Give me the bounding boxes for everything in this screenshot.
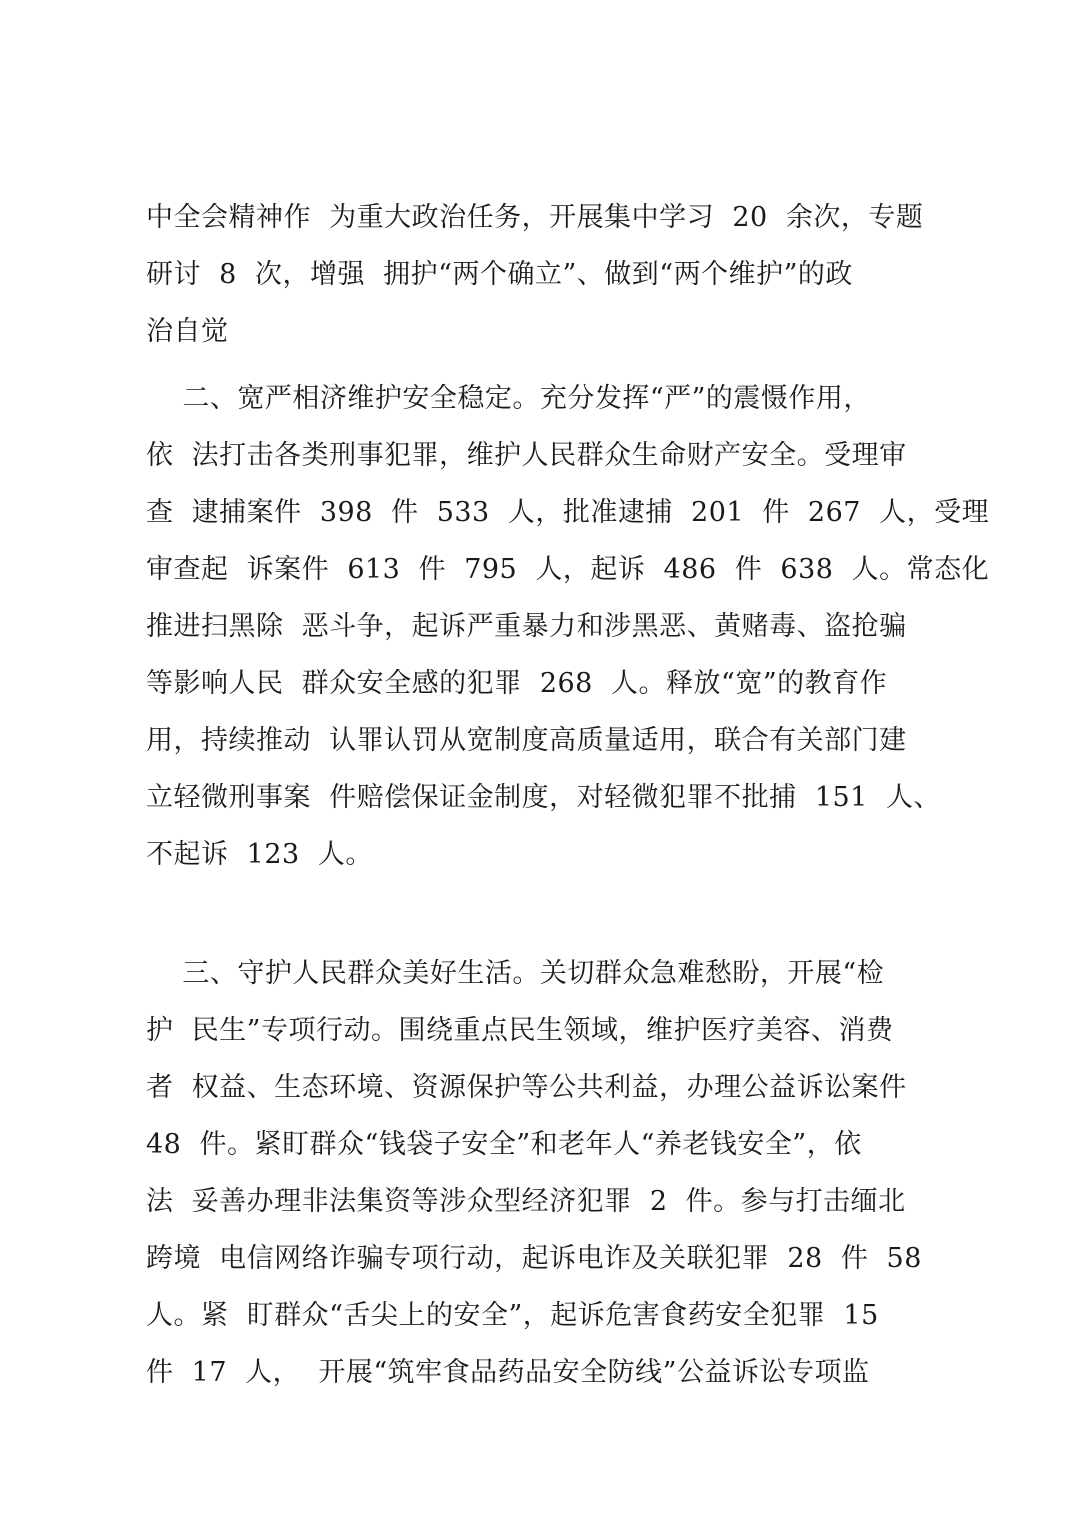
- text-line: 中全会精神作 为重大政治任务，开展集中学习 20 余次，专题: [146, 202, 924, 233]
- text-line: 三、守护人民群众美好生活。关切群众急难愁盼，开展“检: [146, 958, 885, 989]
- text-line: 48 件。紧盯群众“钱袋子安全”和老年人“养老钱安全”，依: [146, 1129, 862, 1160]
- text-line: 研讨 8 次，增强 拥护“两个确立”、做到“两个维护”的政: [146, 259, 853, 290]
- text-line: 依 法打击各类刑事犯罪，维护人民群众生命财产安全。受理审: [146, 440, 907, 471]
- text-line: 查 逮捕案件 398 件 533 人，批准逮捕 201 件 267 人，受理: [146, 497, 990, 528]
- text-line: 法 妥善办理非法集资等涉众型经济犯罪 2 件。参与打击缅北: [146, 1186, 906, 1217]
- text-line: 不起诉 123 人。: [146, 839, 373, 870]
- text-line: 者 权益、生态环境、资源保护等公共利益，办理公益诉讼案件: [146, 1072, 907, 1103]
- text-line: 立轻微刑事案 件赔偿保证金制度，对轻微犯罪不批捕 151 人、: [146, 782, 942, 813]
- paragraph-1-continuation: [146, 189, 946, 360]
- text-line: 人。紧 盯群众“舌尖上的安全”，起诉危害食药安全犯罪 15: [146, 1300, 879, 1331]
- text-line: 件 17 人， 开展“筑牢食品药品安全防线”公益诉讼专项监: [146, 1357, 870, 1388]
- text-line: 推进扫黑除 恶斗争，起诉严重暴力和涉黑恶、黄赌毒、盗抢骗: [146, 611, 907, 642]
- text-line: 跨境 电信网络诈骗专项行动，起诉电诈及关联犯罪 28 件 58: [146, 1243, 922, 1274]
- text-line: 用，持续推动 认罪认罚从宽制度高质量适用，联合有关部门建: [146, 725, 907, 756]
- text-line: 护 民生”专项行动。围绕重点民生领域，维护医疗美容、消费: [146, 1015, 894, 1046]
- text-line: 治自觉: [146, 316, 229, 347]
- paragraph-3-people-livelihood: [146, 945, 946, 1401]
- paragraph-2-security-stability: [146, 370, 990, 883]
- text-line: 等影响人民 群众安全感的犯罪 268 人。释放“宽”的教育作: [146, 668, 888, 699]
- text-line: 二、宽严相济维护安全稳定。充分发挥“严”的震慑作用，: [146, 383, 871, 414]
- text-line: 审查起 诉案件 613 件 795 人，起诉 486 件 638 人。常态化: [146, 554, 990, 585]
